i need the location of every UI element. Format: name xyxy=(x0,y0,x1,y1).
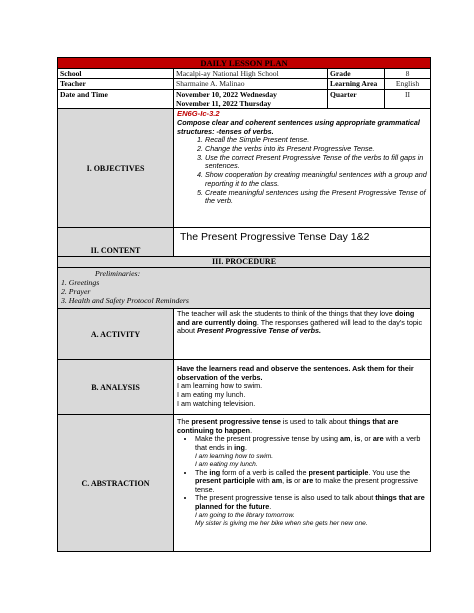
preliminary-item: 1. Greetings xyxy=(61,277,100,287)
abstraction-label: C. ABSTRACTION xyxy=(58,415,174,552)
objectives-cell xyxy=(174,109,431,228)
objective-item: 3. Use the correct Present Progressive Tense of the verbs to fill gaps in sentences. xyxy=(205,154,427,171)
text: Make the present progressive tense by using xyxy=(195,434,341,444)
text: with a verb that ends in xyxy=(195,434,421,452)
content-label: II. CONTENT xyxy=(58,228,174,257)
activity-cell xyxy=(174,309,431,360)
text: is used to talk about xyxy=(280,417,349,427)
competency-code: EN6G-Ic-3.2 xyxy=(177,109,220,119)
text: The present progressive tense is also used to talk about xyxy=(195,493,376,503)
quarter-value: II xyxy=(385,89,431,109)
text: form of a verb is called the xyxy=(220,467,309,477)
teacher-value: Sharmaine A. Malinao xyxy=(174,79,328,89)
objective-item: 1. Recall the Simple Present tense. xyxy=(205,136,427,145)
term: things that are planned for the future xyxy=(195,493,425,511)
school-value: Macalpi-ay National High School xyxy=(174,69,328,79)
example-sentence: My sister is giving me her bike when she gets her new one. xyxy=(195,519,368,527)
text: . You use the xyxy=(368,467,410,477)
abstraction-intro xyxy=(177,418,427,435)
example-sentence: I am learning how to swim. xyxy=(195,452,274,460)
analysis-label: B. ANALYSIS xyxy=(58,360,174,415)
activity-bold: doing and are currently doing xyxy=(177,309,415,327)
procedure-label: III. PROCEDURE xyxy=(58,257,431,268)
activity-text-2: . The responses gathered will lead to the day’s topic about xyxy=(177,317,423,336)
text: or xyxy=(292,476,303,486)
analysis-cell xyxy=(174,360,431,415)
objective-item: 5. Create meaningful sentences using the Present Progressive Tense of the verb. xyxy=(205,189,427,206)
analysis-sentence: I am learning how to swim. xyxy=(177,381,263,391)
preliminary-item: 2. Prayer xyxy=(61,286,91,296)
grade-label: Grade xyxy=(328,69,385,79)
analysis-sentence: I am watching television. xyxy=(177,398,256,408)
term: present progressive tense xyxy=(191,417,281,427)
term: am xyxy=(340,434,351,444)
abstraction-bullet xyxy=(195,435,427,452)
learning-area-value: English xyxy=(385,79,431,89)
date-value xyxy=(174,89,328,109)
school-label: School xyxy=(58,69,174,79)
text: to make the present progressive tense. xyxy=(195,476,418,494)
objectives-list xyxy=(177,136,427,206)
text: with xyxy=(254,476,272,486)
term: present participle xyxy=(195,476,255,486)
activity-label: A. ACTIVITY xyxy=(58,309,174,360)
example-sentence: I am eating my lunch. xyxy=(195,460,258,468)
text: . xyxy=(250,425,253,435)
teacher-label: Teacher xyxy=(58,79,174,89)
text: , xyxy=(350,434,355,444)
activity-topic: Present Progressive Tense of verbs. xyxy=(196,326,321,336)
date-line-2: November 11, 2022 Thursday xyxy=(176,98,272,108)
date-label: Date and Time xyxy=(58,89,174,109)
objective-item: 2. Change the verbs into its Present Progressive Tense. xyxy=(205,145,427,154)
text: . xyxy=(244,442,247,452)
term: is xyxy=(286,476,293,486)
preliminaries-title: Preliminaries: xyxy=(95,269,141,279)
analysis-intro: Have the learners read and observe the sentences. Ask them for their observation of the verbs. xyxy=(177,364,414,382)
example-sentence: I am going to the library tomorrow. xyxy=(195,511,295,519)
objective-item: 4. Show cooperation by creating meaningful sentences with a group and reporting it to the class. xyxy=(205,171,427,188)
term: is xyxy=(354,434,361,444)
objectives-label: I. OBJECTIVES xyxy=(58,109,174,228)
learning-area-label: Learning Area xyxy=(328,79,385,89)
term: are xyxy=(302,476,314,486)
text: The xyxy=(195,467,210,477)
term: ing xyxy=(209,467,221,477)
abstraction-bullet xyxy=(195,494,427,511)
term: present participle xyxy=(308,467,369,477)
text: , or xyxy=(360,434,373,444)
abstraction-cell xyxy=(174,415,431,552)
grade-value: 8 xyxy=(385,69,431,79)
date-line-1: November 10, 2022 Wednesday xyxy=(176,89,277,99)
quarter-label: Quarter xyxy=(328,89,385,109)
preliminary-item: 3. Health and Safety Protocol Reminders xyxy=(61,295,189,305)
text: The xyxy=(177,417,192,427)
activity-text-1: The teacher will ask the students to think of the things that they love xyxy=(177,309,395,319)
objectives-main: Compose clear and coherent sentences using appropriate grammatical structures: -tenses of verbs. xyxy=(177,117,420,136)
abstraction-list xyxy=(177,469,427,512)
lesson-plan-table xyxy=(57,57,431,552)
text: , xyxy=(282,476,287,486)
term: things that are continuing to happen xyxy=(177,417,399,435)
text: . xyxy=(269,501,272,511)
abstraction-list xyxy=(177,435,427,452)
preliminaries-cell xyxy=(58,268,431,309)
abstraction-bullet xyxy=(195,469,427,495)
term: are xyxy=(372,434,384,444)
content-title: The Present Progressive Tense Day 1&2 xyxy=(174,228,431,257)
term: am xyxy=(271,476,283,486)
plan-title: DAILY LESSON PLAN xyxy=(58,58,431,69)
term: ing xyxy=(234,442,245,452)
analysis-sentence: I am eating my lunch. xyxy=(177,389,246,399)
